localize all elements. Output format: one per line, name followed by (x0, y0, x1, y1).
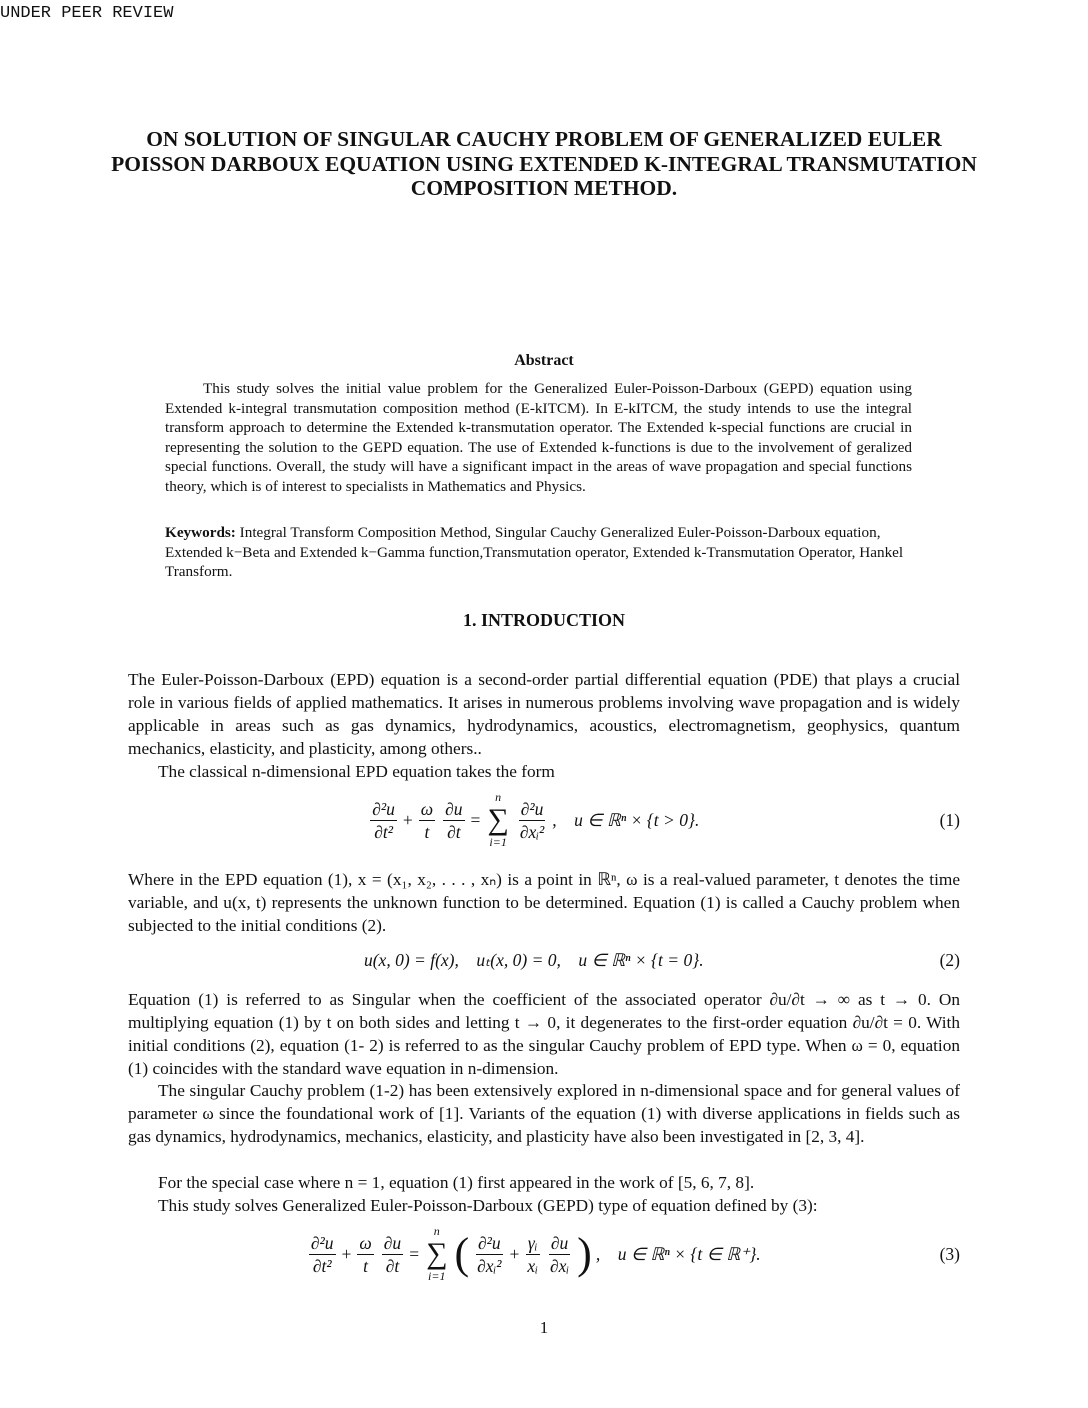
abstract-text: This study solves the initial value problem for the Generalized Euler-Poisson-Darboux (GEPD) equation using Extended k-integral transmutation composition method (E-kITCM). In E-kITCM, the study intends to use the integral transform approach to determine the Extended k-transmutation operator. The Extended k-special functions are crucial in representing the solution to the GEPD equation. The use of Extended k-functions is due to the involvement of geralized special functions. Overall, the study will have a significant impact in the areas of wave propagation and special functions theory, which is of interest to specialists in Mathematics and Physics. (165, 380, 912, 495)
paragraph: The singular Cauchy problem (1-2) has been extensively explored in n-dimensional space and for general values of parameter ω since the foundational work of [1]. Variants of the equation (1) with diverse applications in fields such as gas dynamics, hydrodynamics, mechanics, elasticity, and plasticity have also been investigated in [2, 3, 4]. (128, 1081, 960, 1146)
paragraph: The Euler-Poisson-Darboux (EPD) equation is a second-order partial differential equation (PDE) that plays a crucial role in various fields of applied mathematics. It arises in numerous problems involving wave propagation and is widely applicable in areas such as gas dynamics, hydrodynamics, acoustics, electromagnetism, geophysics, quantum mechanics, elasticity, and plasticity, among others.. (128, 670, 960, 758)
equation-3: $\frac{\text{∂²u}}{\text{∂t²}}$ + $\frac{\omega}{t}$ $\frac{\partial u}{\partial t}$ = n ∑ i=1 ( $\frac{\text{∂²u}}{\text{∂xᵢ²}}$ + $\frac{\text{γᵢ}}{\text{xᵢ}}$ $\frac{\partial u}{\text{∂xᵢ}}$ ) , u ∈ ℝⁿ × {t ∈ ℝ⁺}. (3) (310, 1224, 960, 1283)
paragraph: For the special case where n = 1, equation (1) first appeared in the work of [5, 6, 7, 8]. (158, 1173, 755, 1192)
paragraph: This study solves Generalized Euler-Poisson-Darboux (GEPD) type of equation defined by (3): (158, 1196, 818, 1215)
equation-1: $\frac{\text{∂²u}}{\text{∂t²}}$ + $\frac{\omega}{t}$ $\frac{\partial u}{\partial t}$ = n ∑ i=1 $\frac{\text{∂²u}}{\text{∂xᵢ²}}$ , u ∈ ℝⁿ × {t > 0}. (1) (372, 790, 960, 849)
keywords (165, 523, 940, 582)
abstract-heading: Abstract (514, 352, 574, 369)
equation-number: (1) (939, 809, 960, 830)
equation-number: (3) (939, 1243, 960, 1264)
paragraph: Where in the EPD equation (1), x = (x₁, x₂, . . . , xₙ) is a point in ℝⁿ, ω is a real-valued parameter, t denotes the time variable, and u(x, t) represents the unknown function to be determined. Equation (1) is called a Cauchy problem when subjected to the initial conditions (2). (128, 870, 960, 935)
equation-number: (2) (939, 950, 960, 970)
keywords-text: Integral Transform Composition Method, Singular Cauchy Generalized Euler-Poisson-Darboux equation, Extended k−Beta and Extended k−Gamma function,Transmutation operator, Extended k-Transmutation Operator, Hankel Transform. (165, 524, 904, 580)
paragraph: Equation (1) is referred to as Singular when the coefficient of the associated operator ∂u/∂t → ∞ as t → 0. On multiplying equation (1) by t on both sides and letting t → 0, it degenerates to the first-order equation ∂u/∂t = 0. With initial conditions (2), equation (1- 2) is referred to as the singular Cauchy problem of EPD type. When ω = 0, equation (1) coincides with the standard wave equation in n-dimension. (128, 990, 960, 1078)
keywords-label: Keywords: (165, 524, 236, 541)
section-heading: 1. INTRODUCTION (462, 610, 626, 630)
page-number: 1 (539, 1318, 549, 1337)
paragraph: The classical n-dimensional EPD equation takes the form (158, 762, 555, 781)
equation-2: u(x, 0) = f(x), uₜ(x, 0) = 0, u ∈ ℝⁿ × {t = 0}. (2) (363, 950, 960, 970)
paper-title: ON SOLUTION OF SINGULAR CAUCHY PROBLEM OF GENERALIZED EULER POISSON DARBOUX EQUATION USING EXTENDED K-INTEGRAL TRANSMUTATION COMPOSITION METHOD. (111, 127, 977, 200)
review-watermark: UNDER PEER REVIEW (0, 4, 174, 23)
